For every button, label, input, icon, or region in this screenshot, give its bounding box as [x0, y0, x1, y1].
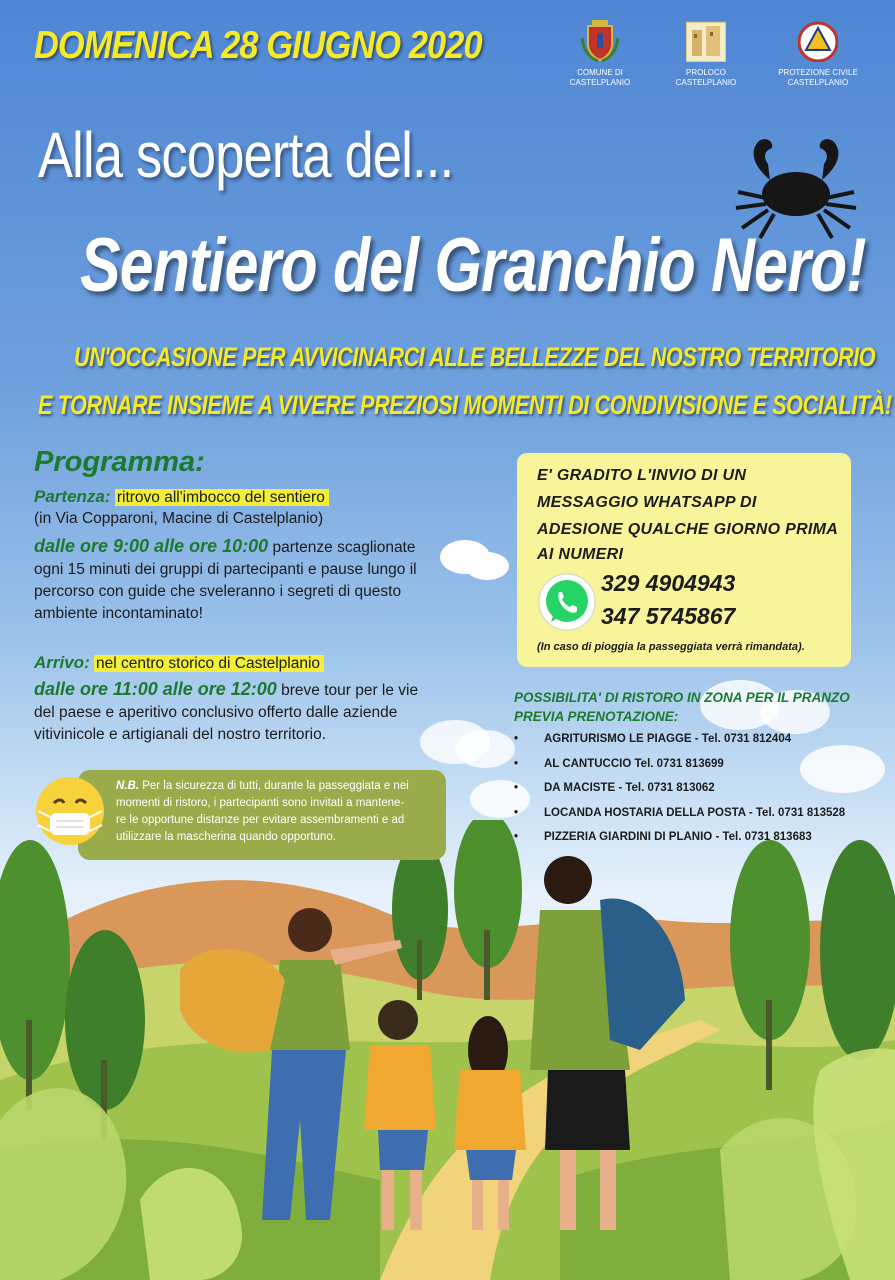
- partenza-desc: partenze scaglionate: [268, 539, 416, 556]
- arrivo-row: [34, 652, 324, 674]
- landscape-illustration: [0, 820, 895, 1280]
- partenza-desc: percorso con guide che sveleranno i segreti di questo: [34, 583, 402, 600]
- coat-of-arms-icon: [580, 18, 620, 62]
- face-mask-emoji-icon: [34, 775, 106, 847]
- nb-text: [116, 778, 409, 795]
- arrivo-desc: vitivinicole e artigianali del nostro territorio.: [34, 726, 327, 743]
- partenza-row: [34, 486, 329, 508]
- logo-label: PROLOCO: [685, 68, 726, 77]
- arrivo-highlight: nel centro storico di Castelplanio: [94, 655, 324, 672]
- logo-comune: [550, 18, 650, 88]
- ristoro-heading: POSSIBILITA' DI RISTORO IN ZONA PER IL PRANZO: [514, 690, 850, 705]
- bullet: •: [514, 757, 519, 770]
- partenza-label: Partenza:: [34, 487, 111, 506]
- logo-label: CASTELPLANIO: [787, 78, 849, 87]
- bullet: •: [514, 733, 519, 745]
- nb-line: Per la sicurezza di tutti, durante la passeggiata e nei: [139, 780, 409, 792]
- proloco-logo-icon: [686, 18, 726, 62]
- subtitle-line-1: UN'OCCASIONE PER AVVICINARCI ALLE BELLEZZE DEL NOSTRO TERRITORIO: [74, 342, 876, 372]
- logo-label: CASTELPLANIO: [569, 78, 631, 87]
- restaurant-item: [514, 733, 845, 758]
- partenza-location: (in Via Copparoni, Macine di Castelplanio): [34, 510, 324, 527]
- arrivo-time: dalle ore 11:00 alle ore 12:00: [34, 679, 277, 699]
- nb-line: re le opportune distanze per evitare assembramenti e ad: [116, 814, 405, 826]
- ristoro-heading: PREVIA PRENOTAZIONE:: [514, 709, 679, 724]
- cloud: [465, 552, 509, 580]
- phone-number-2[interactable]: 347 5745867: [601, 603, 736, 629]
- nb-label: N.B.: [116, 780, 139, 792]
- nb-line: momenti di ristoro, i partecipanti sono invitati a mantene-: [116, 797, 405, 809]
- cloud: [455, 730, 515, 768]
- title-line-1: Alla scoperta del...: [38, 119, 454, 191]
- partenza-time-row: [34, 536, 416, 558]
- whatsapp-icon: [537, 572, 597, 632]
- whatsapp-text: E' GRADITO L'INVIO DI UN: [537, 467, 747, 484]
- partenza-desc: ambiente incontaminato!: [34, 605, 203, 622]
- restaurant-item: [514, 758, 845, 783]
- restaurant-name: PIZZERIA GIARDINI DI PLANIO - Tel. 0731 813683: [544, 831, 812, 843]
- logo-label: COMUNE DI: [577, 68, 623, 77]
- programma-heading: Programma:: [34, 446, 205, 478]
- partenza-time: dalle ore 9:00 alle ore 10:00: [34, 536, 269, 556]
- whatsapp-text: MESSAGGIO WHATSAPP DI: [537, 494, 757, 511]
- logo-protezione-civile: [768, 18, 868, 88]
- arrivo-desc: breve tour per le vie: [276, 682, 419, 699]
- bullet: •: [514, 782, 519, 794]
- subtitle-line-2: E TORNARE INSIEME A VIVERE PREZIOSI MOMENTI DI CONDIVISIONE E SOCIALITÀ!: [38, 390, 892, 420]
- partenza-highlight: ritrovo all'imbocco del sentiero: [115, 489, 329, 506]
- whatsapp-text: ADESIONE QUALCHE GIORNO PRIMA: [537, 521, 839, 538]
- phone-number-1[interactable]: 329 4904943: [601, 570, 736, 596]
- event-date: DOMENICA 28 GIUGNO 2020: [34, 24, 482, 67]
- restaurant-name: DA MACISTE - Tel. 0731 813062: [544, 782, 715, 794]
- title-line-2: Sentiero del Granchio Nero!: [80, 223, 866, 308]
- restaurant-name: LOCANDA HOSTARIA DELLA POSTA - Tel. 0731 813528: [544, 806, 846, 819]
- restaurant-name: AGRITURISMO LE PIAGGE - Tel. 0731 812404: [544, 733, 792, 745]
- arrivo-desc: del paese e aperitivo conclusivo offerto dalle aziende: [34, 704, 398, 721]
- bullet: •: [514, 806, 519, 819]
- nb-safety-box: [78, 770, 446, 860]
- restaurant-list: [514, 733, 845, 856]
- logo-label: CASTELPLANIO: [675, 78, 737, 87]
- partenza-desc: ogni 15 minuti dei gruppi di partecipanti e pause lungo il: [34, 561, 417, 578]
- restaurant-name: AL CANTUCCIO Tel. 0731 813699: [544, 757, 724, 770]
- restaurant-item: [514, 831, 845, 856]
- rain-note: (In caso di pioggia la passeggiata verrà rimandata).: [537, 641, 805, 653]
- arrivo-time-row: [34, 679, 418, 701]
- logo-label: PROTEZIONE CIVILE: [778, 68, 858, 77]
- restaurant-item: [514, 807, 845, 832]
- arrivo-label: Arrivo:: [34, 653, 90, 672]
- bullet: •: [514, 831, 519, 843]
- nb-line: utilizzare la mascherina quando opportuno.: [116, 831, 336, 843]
- whatsapp-info-box: [517, 453, 851, 667]
- logo-proloco: [656, 18, 756, 88]
- restaurant-item: [514, 782, 845, 807]
- whatsapp-text: AI NUMERI: [537, 546, 624, 563]
- civil-protection-icon: [798, 18, 838, 62]
